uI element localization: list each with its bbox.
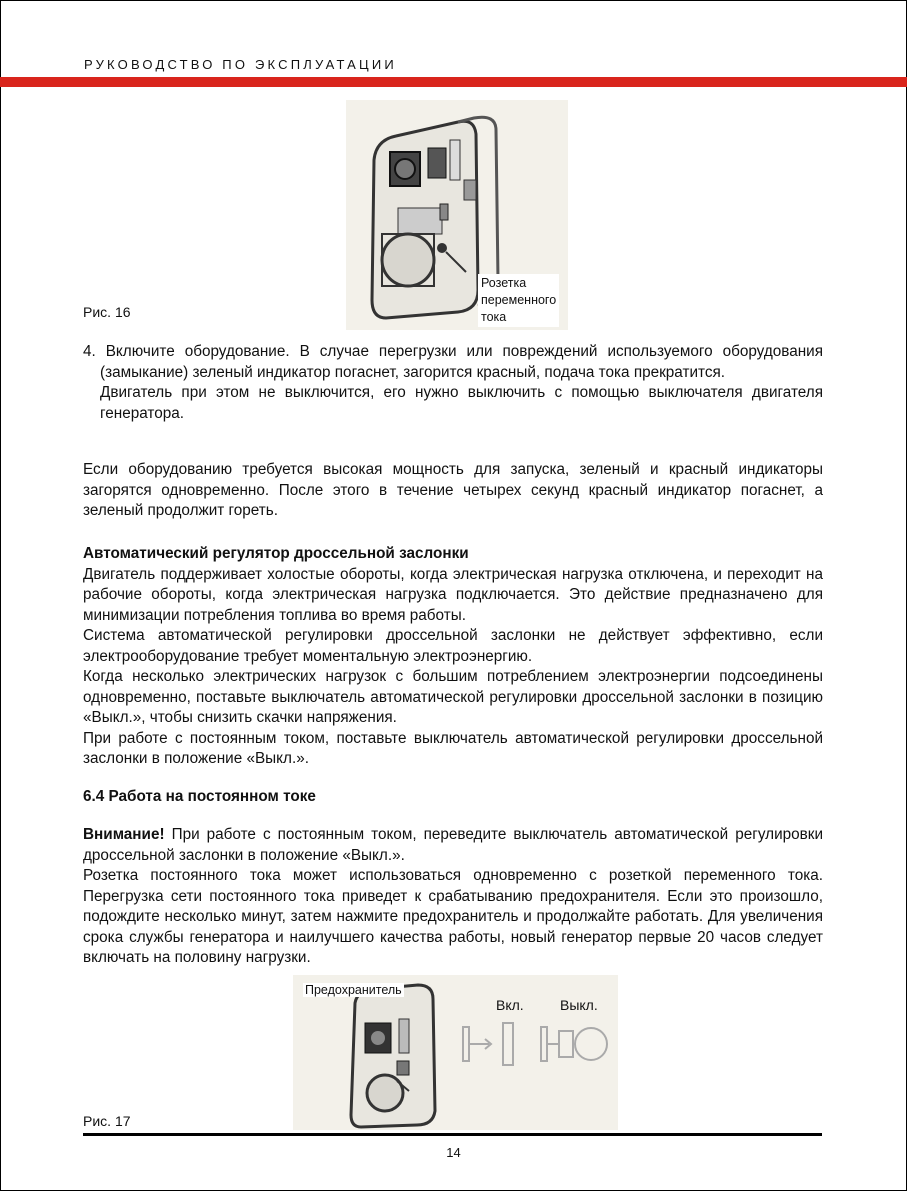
ac-socket-callout-line2: переменного <box>481 293 557 307</box>
power-paragraph: Если оборудованию требуется высокая мощность для запуска, зеленый и красный индикаторы загорятся одновременно. После этого в течение четырех секунд красный индикатор погаснет, а зеленый продолжит гореть. <box>83 461 823 519</box>
dc-warning <box>83 825 823 866</box>
dc-heading: 6.4 Работа на постоянном токе <box>83 788 316 805</box>
throttle-paragraph-1: Двигатель поддерживает холостые обороты, когда электрическая нагрузка отключена, и переходит на рабочие обороты, когда электрическая нагрузка подключается. Это действие предназначено для минимизации потребления топлива во время работы. <box>83 565 823 624</box>
off-label: Выкл. <box>560 997 598 1013</box>
figure-17-label: Рис. 17 <box>83 1113 131 1129</box>
header-red-bar <box>0 77 907 87</box>
dc-section <box>83 825 823 969</box>
step-4-block <box>83 342 823 424</box>
dc-paragraph-2: Розетка постоянного тока может использоваться одновременно с розеткой переменного тока. Перегрузка сети постоянного тока приведет к срабатыванию предохранителя. Если это произошло, подождите несколько минут, затем нажмите предохранитель и продолжайте работать. Для увеличения срока службы генератора и наилучшего качества работы, новый генератор первые 20 часов следует включать на половину нагрузки. <box>83 867 823 966</box>
throttle-paragraph-4: При работе с постоянным током, поставьте выключатель автоматической регулировки дроссельной заслонки в положение «Выкл.». <box>83 729 823 767</box>
on-label: Вкл. <box>496 997 524 1013</box>
warning-label: Внимание! <box>83 826 165 843</box>
footer-rule <box>83 1133 822 1136</box>
fuse-label: Предохранитель <box>305 983 402 997</box>
throttle-paragraph-3: Когда несколько электрических нагрузок с большим потреблением электроэнергии подсоединены одновременно, поставьте выключатель автоматической регулировки дроссельной заслонки в позицию «Выкл.», чтобы снизить скачки напряжения. <box>83 668 823 726</box>
throttle-section <box>83 544 823 770</box>
page-number: 14 <box>446 1145 461 1160</box>
throttle-heading: Автоматический регулятор дроссельной заслонки <box>83 545 469 562</box>
step-4-text: 4. Включите оборудование. В случае перегрузки или повреждений используемого оборудования (замыкание) зеленый индикатор погаснет, загорится красный, подача тока прекратится. <box>83 343 823 381</box>
throttle-paragraph-2: Система автоматической регулировки дроссельной заслонки не действует эффективно, если электрооборудование требует моментальную электроэнергию. <box>83 627 823 665</box>
step-4-note: Двигатель при этом не выключится, его нужно выключить с помощью выключателя двигателя генератора. <box>100 384 823 422</box>
warning-text: При работе с постоянным током, переведите выключатель автоматической регулировки дроссельной заслонки в положение «Выкл.». <box>83 826 823 864</box>
ac-socket-callout-line1: Розетка <box>481 276 527 290</box>
running-header: РУКОВОДСТВО ПО ЭКСПЛУАТАЦИИ <box>84 57 397 72</box>
ac-socket-callout-line3: тока <box>481 310 507 324</box>
figure-16-label: Рис. 16 <box>83 304 131 320</box>
